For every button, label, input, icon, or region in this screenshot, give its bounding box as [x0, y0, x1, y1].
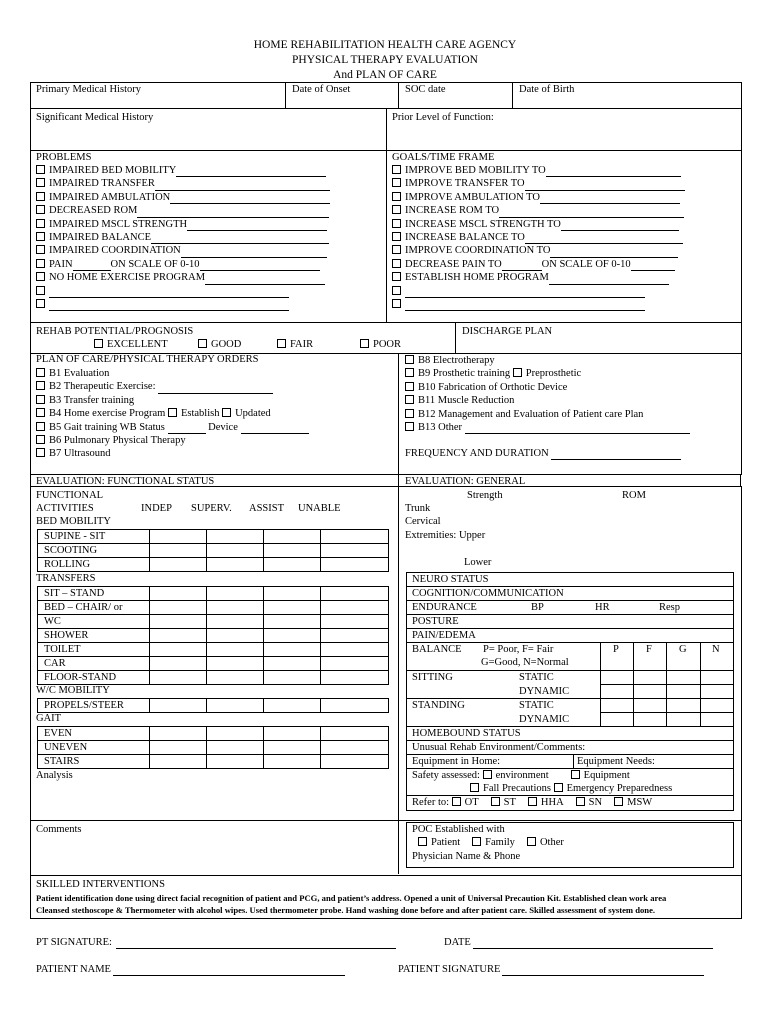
- checkbox[interactable]: [614, 797, 623, 806]
- problem-item: IMPAIRED AMBULATION: [36, 191, 330, 204]
- rom-label: ROM: [622, 490, 646, 501]
- col-indep: INDEP: [141, 503, 172, 514]
- gait-label: GAIT: [36, 713, 62, 724]
- safety-precautions: Fall Precautions Emergency Preparedness: [470, 783, 672, 795]
- checkbox[interactable]: [392, 245, 401, 254]
- checkbox[interactable]: [36, 192, 45, 201]
- comments-label: Comments: [36, 824, 82, 835]
- checkbox[interactable]: [36, 178, 45, 187]
- form-subtitle: And PLAN OF CARE: [333, 69, 437, 81]
- checkbox[interactable]: [483, 770, 492, 779]
- bed-mobility-table: [37, 529, 389, 572]
- activities-header: ACTIVITIES: [36, 503, 94, 514]
- table-row: PROPELS/STEER: [38, 699, 389, 713]
- equipment-needs-label: Equipment Needs:: [577, 756, 655, 767]
- strength-label: Strength: [467, 490, 503, 501]
- checkbox[interactable]: [528, 797, 537, 806]
- checkbox[interactable]: [392, 205, 401, 214]
- pt-signature-field[interactable]: [116, 938, 396, 949]
- refer-to: Refer to: OT ST HHA SN MSW: [412, 797, 653, 808]
- checkbox[interactable]: [392, 259, 401, 268]
- discharge-plan-label: DISCHARGE PLAN: [462, 326, 553, 337]
- checkbox[interactable]: [576, 797, 585, 806]
- equipment-home-label: Equipment in Home:: [412, 756, 501, 767]
- table-row: FLOOR-STAND: [38, 671, 389, 685]
- table-row: SCOOTING: [38, 544, 389, 558]
- cervical-label: Cervical: [405, 516, 441, 527]
- checkbox[interactable]: [277, 339, 286, 348]
- form-title: PHYSICAL THERAPY EVALUATION: [292, 54, 478, 66]
- checkbox[interactable]: [418, 837, 427, 846]
- posture-label: POSTURE: [412, 616, 459, 627]
- checkbox[interactable]: [571, 770, 580, 779]
- trunk-label: Trunk: [405, 503, 431, 514]
- gait-table: [37, 726, 389, 769]
- skilled-line-1: Patient identification done using direct facial recognition of patient and PCG, and patient’s address. Opened a unit of Universal Precaution Kit. Established clean work area: [36, 893, 667, 903]
- table-row: SHOWER: [38, 629, 389, 643]
- checkbox[interactable]: [405, 368, 414, 377]
- checkbox[interactable]: [36, 448, 45, 457]
- checkbox[interactable]: [36, 205, 45, 214]
- frequency-duration: FREQUENCY AND DURATION: [405, 448, 681, 460]
- checkbox[interactable]: [392, 192, 401, 201]
- checkbox[interactable]: [222, 408, 231, 417]
- goal-item: INCREASE BALANCE TO: [392, 231, 685, 244]
- plan-of-care-title: PLAN OF CARE/PHYSICAL THERAPY ORDERS: [36, 354, 259, 365]
- checkbox[interactable]: [36, 232, 45, 241]
- goal-item: INCREASE ROM TO: [392, 204, 685, 217]
- transfers-table: [37, 586, 389, 685]
- bp-label: BP: [531, 602, 544, 613]
- problems-title: PROBLEMS: [36, 152, 92, 163]
- problem-item: DECREASED ROM: [36, 204, 330, 217]
- problem-item: IMPAIRED MSCL STRENGTH: [36, 218, 330, 231]
- checkbox[interactable]: [36, 299, 45, 308]
- agency-name: HOME REHABILITATION HEALTH CARE AGENCY: [253, 39, 517, 51]
- balance-legend-2: G=Good, N=Normal: [481, 657, 569, 668]
- checkbox[interactable]: [527, 837, 536, 846]
- goal-item: IMPROVE TRANSFER TO: [392, 177, 685, 190]
- unusual-environment-label: Unusual Rehab Environment/Comments:: [412, 742, 586, 753]
- standing-dynamic-label: DYNAMIC: [519, 714, 570, 725]
- checkbox[interactable]: [491, 797, 500, 806]
- option-poor[interactable]: POOR: [360, 339, 401, 351]
- plan-left-list: B1 Evaluation B2 Therapeutic Exercise: B3 Transfer training B4 Home exercise Program Establish Updated B5 Gait training WB Status Device B6 Pulmonary Physical Therapy B7 Ultrasound: [36, 367, 309, 461]
- date-field[interactable]: [473, 938, 713, 949]
- checkbox[interactable]: [392, 299, 401, 308]
- option-good[interactable]: GOOD: [198, 339, 241, 351]
- goal-item: [392, 285, 685, 298]
- checkbox[interactable]: [36, 272, 45, 281]
- checkbox[interactable]: [36, 286, 45, 295]
- table-row: BED – CHAIR/ or: [38, 601, 389, 615]
- neuro-status-title: NEURO STATUS: [412, 574, 489, 585]
- checkbox[interactable]: [392, 272, 401, 281]
- checkbox[interactable]: [392, 286, 401, 295]
- checkbox[interactable]: [513, 368, 522, 377]
- goals-title: GOALS/TIME FRAME: [392, 152, 495, 163]
- pain-edema-label: PAIN/EDEMA: [412, 630, 476, 641]
- checkbox[interactable]: [36, 408, 45, 417]
- checkbox[interactable]: [405, 422, 414, 431]
- lower-label: Lower: [464, 557, 492, 568]
- checkbox[interactable]: [36, 422, 45, 431]
- primary-medical-history-label: Primary Medical History: [36, 84, 141, 95]
- checkbox[interactable]: [168, 408, 177, 417]
- physician-label: Physician Name & Phone: [412, 851, 521, 862]
- problem-item: IMPAIRED TRANSFER: [36, 177, 330, 190]
- problem-item: [36, 298, 330, 311]
- checkbox[interactable]: [360, 339, 369, 348]
- goal-item: DECREASE PAIN TO ON SCALE OF 0-10: [392, 258, 685, 271]
- goals-list: [392, 164, 685, 311]
- col-superv: SUPERV.: [191, 503, 232, 514]
- table-row: WC: [38, 615, 389, 629]
- balance-label: BALANCE: [412, 644, 462, 655]
- grade-f: F: [646, 644, 652, 655]
- wc-mobility-label: W/C MOBILITY: [36, 685, 110, 696]
- homebound-label: HOMEBOUND STATUS: [412, 728, 521, 739]
- plan-right-list: B8 Electrotherapy B9 Prosthetic training Preprosthetic B10 Fabrication of Orthotic Device B11 Muscle Reduction B12 Management and Evaluation of Patient care Plan B13 Other: [405, 354, 690, 434]
- sitting-static-label: STATIC: [519, 672, 554, 683]
- checkbox[interactable]: [36, 381, 45, 390]
- checkbox[interactable]: [36, 368, 45, 377]
- checkbox[interactable]: [405, 382, 414, 391]
- extremities-upper-label: Extremities: Upper: [405, 530, 486, 541]
- goal-item: ESTABLISH HOME PROGRAM: [392, 271, 685, 284]
- grade-p: P: [613, 644, 619, 655]
- grade-g: G: [679, 644, 687, 655]
- goal-item: IMPROVE COORDINATION TO: [392, 244, 685, 257]
- goal-item: [392, 298, 685, 311]
- date-of-birth-label: Date of Birth: [519, 84, 575, 95]
- sitting-label: SITTING: [412, 672, 453, 683]
- soc-date-label: SOC date: [405, 84, 446, 95]
- resp-label: Resp: [659, 602, 680, 613]
- wc-mobility-table: [37, 698, 389, 713]
- checkbox[interactable]: [392, 165, 401, 174]
- table-row: SIT – STAND: [38, 587, 389, 601]
- checkbox[interactable]: [472, 837, 481, 846]
- transfers-label: TRANSFERS: [36, 573, 96, 584]
- goal-item: IMPROVE AMBULATION TO: [392, 191, 685, 204]
- checkbox[interactable]: [452, 797, 461, 806]
- analysis-label: Analysis: [36, 770, 73, 781]
- table-row: CAR: [38, 657, 389, 671]
- option-fair[interactable]: FAIR: [277, 339, 313, 351]
- pt-signature-row: PT SIGNATURE:: [36, 937, 396, 949]
- checkbox[interactable]: [392, 232, 401, 241]
- problem-item: IMPAIRED BALANCE: [36, 231, 330, 244]
- cognition-label: COGNITION/COMMUNICATION: [412, 588, 564, 599]
- endurance-label: ENDURANCE: [412, 602, 477, 613]
- checkbox[interactable]: [198, 339, 207, 348]
- checkbox[interactable]: [392, 178, 401, 187]
- patient-signature-field[interactable]: [502, 965, 704, 976]
- date-of-onset-label: Date of Onset: [292, 84, 351, 95]
- option-excellent[interactable]: EXCELLENT: [94, 339, 168, 351]
- checkbox[interactable]: [36, 435, 45, 444]
- checkbox[interactable]: [554, 783, 563, 792]
- skilled-line-2: Cleansed stethoscope & Thermometer with alcohol wipes. Used thermometer probe. Hand washing done before and after patient care. Skilled assessment of system done.: [36, 905, 656, 915]
- goal-item: INCREASE MSCL STRENGTH TO: [392, 218, 685, 231]
- goal-item: IMPROVE BED MOBILITY TO: [392, 164, 685, 177]
- problems-list: [36, 164, 330, 311]
- checkbox[interactable]: [405, 395, 414, 404]
- checkbox[interactable]: [36, 395, 45, 404]
- checkbox[interactable]: [405, 409, 414, 418]
- poc-established-label: POC Established with: [412, 824, 505, 835]
- table-row: SUPINE - SIT: [38, 530, 389, 544]
- checkbox[interactable]: [94, 339, 103, 348]
- standing-label: STANDING: [412, 700, 465, 711]
- checkbox[interactable]: [36, 219, 45, 228]
- problem-item: PAIN ON SCALE OF 0-10: [36, 258, 330, 271]
- bed-mobility-label: BED MOBILITY: [36, 516, 111, 527]
- functional-status-title: EVALUATION: FUNCTIONAL STATUS: [36, 476, 215, 487]
- checkbox[interactable]: [36, 245, 45, 254]
- checkbox[interactable]: [405, 355, 414, 364]
- checkbox[interactable]: [36, 259, 45, 268]
- standing-static-label: STATIC: [519, 700, 554, 711]
- poc-options: Patient Family Other: [418, 837, 564, 849]
- table-row: UNEVEN: [38, 741, 389, 755]
- hr-label: HR: [595, 602, 610, 613]
- checkbox[interactable]: [470, 783, 479, 792]
- table-row: STAIRS: [38, 755, 389, 769]
- table-row: TOILET: [38, 643, 389, 657]
- problem-item: [36, 285, 330, 298]
- balance-legend-1: P= Poor, F= Fair: [483, 644, 554, 655]
- problem-item: NO HOME EXERCISE PROGRAM: [36, 271, 330, 284]
- functional-header: FUNCTIONAL: [36, 490, 104, 501]
- patient-name-row: PATIENT NAME: [36, 964, 345, 976]
- grade-n: N: [712, 644, 720, 655]
- sitting-dynamic-label: DYNAMIC: [519, 686, 570, 697]
- patient-name-field[interactable]: [113, 965, 345, 976]
- safety-assessed: Safety assessed: environment Equipment: [412, 770, 630, 781]
- prior-level-of-function-label: Prior Level of Function:: [392, 112, 494, 123]
- rehab-potential-title: REHAB POTENTIAL/PROGNOSIS: [36, 326, 194, 337]
- problem-item: IMPAIRED BED MOBILITY: [36, 164, 330, 177]
- general-evaluation-title: EVALUATION: GENERAL: [405, 476, 526, 487]
- col-unable: UNABLE: [298, 503, 341, 514]
- checkbox[interactable]: [392, 219, 401, 228]
- col-assist: ASSIST: [249, 503, 285, 514]
- patient-signature-row: PATIENT SIGNATURE: [398, 964, 704, 976]
- table-row: EVEN: [38, 727, 389, 741]
- problem-item: IMPAIRED COORDINATION: [36, 244, 330, 257]
- checkbox[interactable]: [36, 165, 45, 174]
- significant-medical-history-label: Significant Medical History: [36, 112, 154, 123]
- date-row: DATE: [444, 937, 713, 949]
- skilled-interventions-title: SKILLED INTERVENTIONS: [36, 879, 165, 890]
- table-row: ROLLING: [38, 558, 389, 572]
